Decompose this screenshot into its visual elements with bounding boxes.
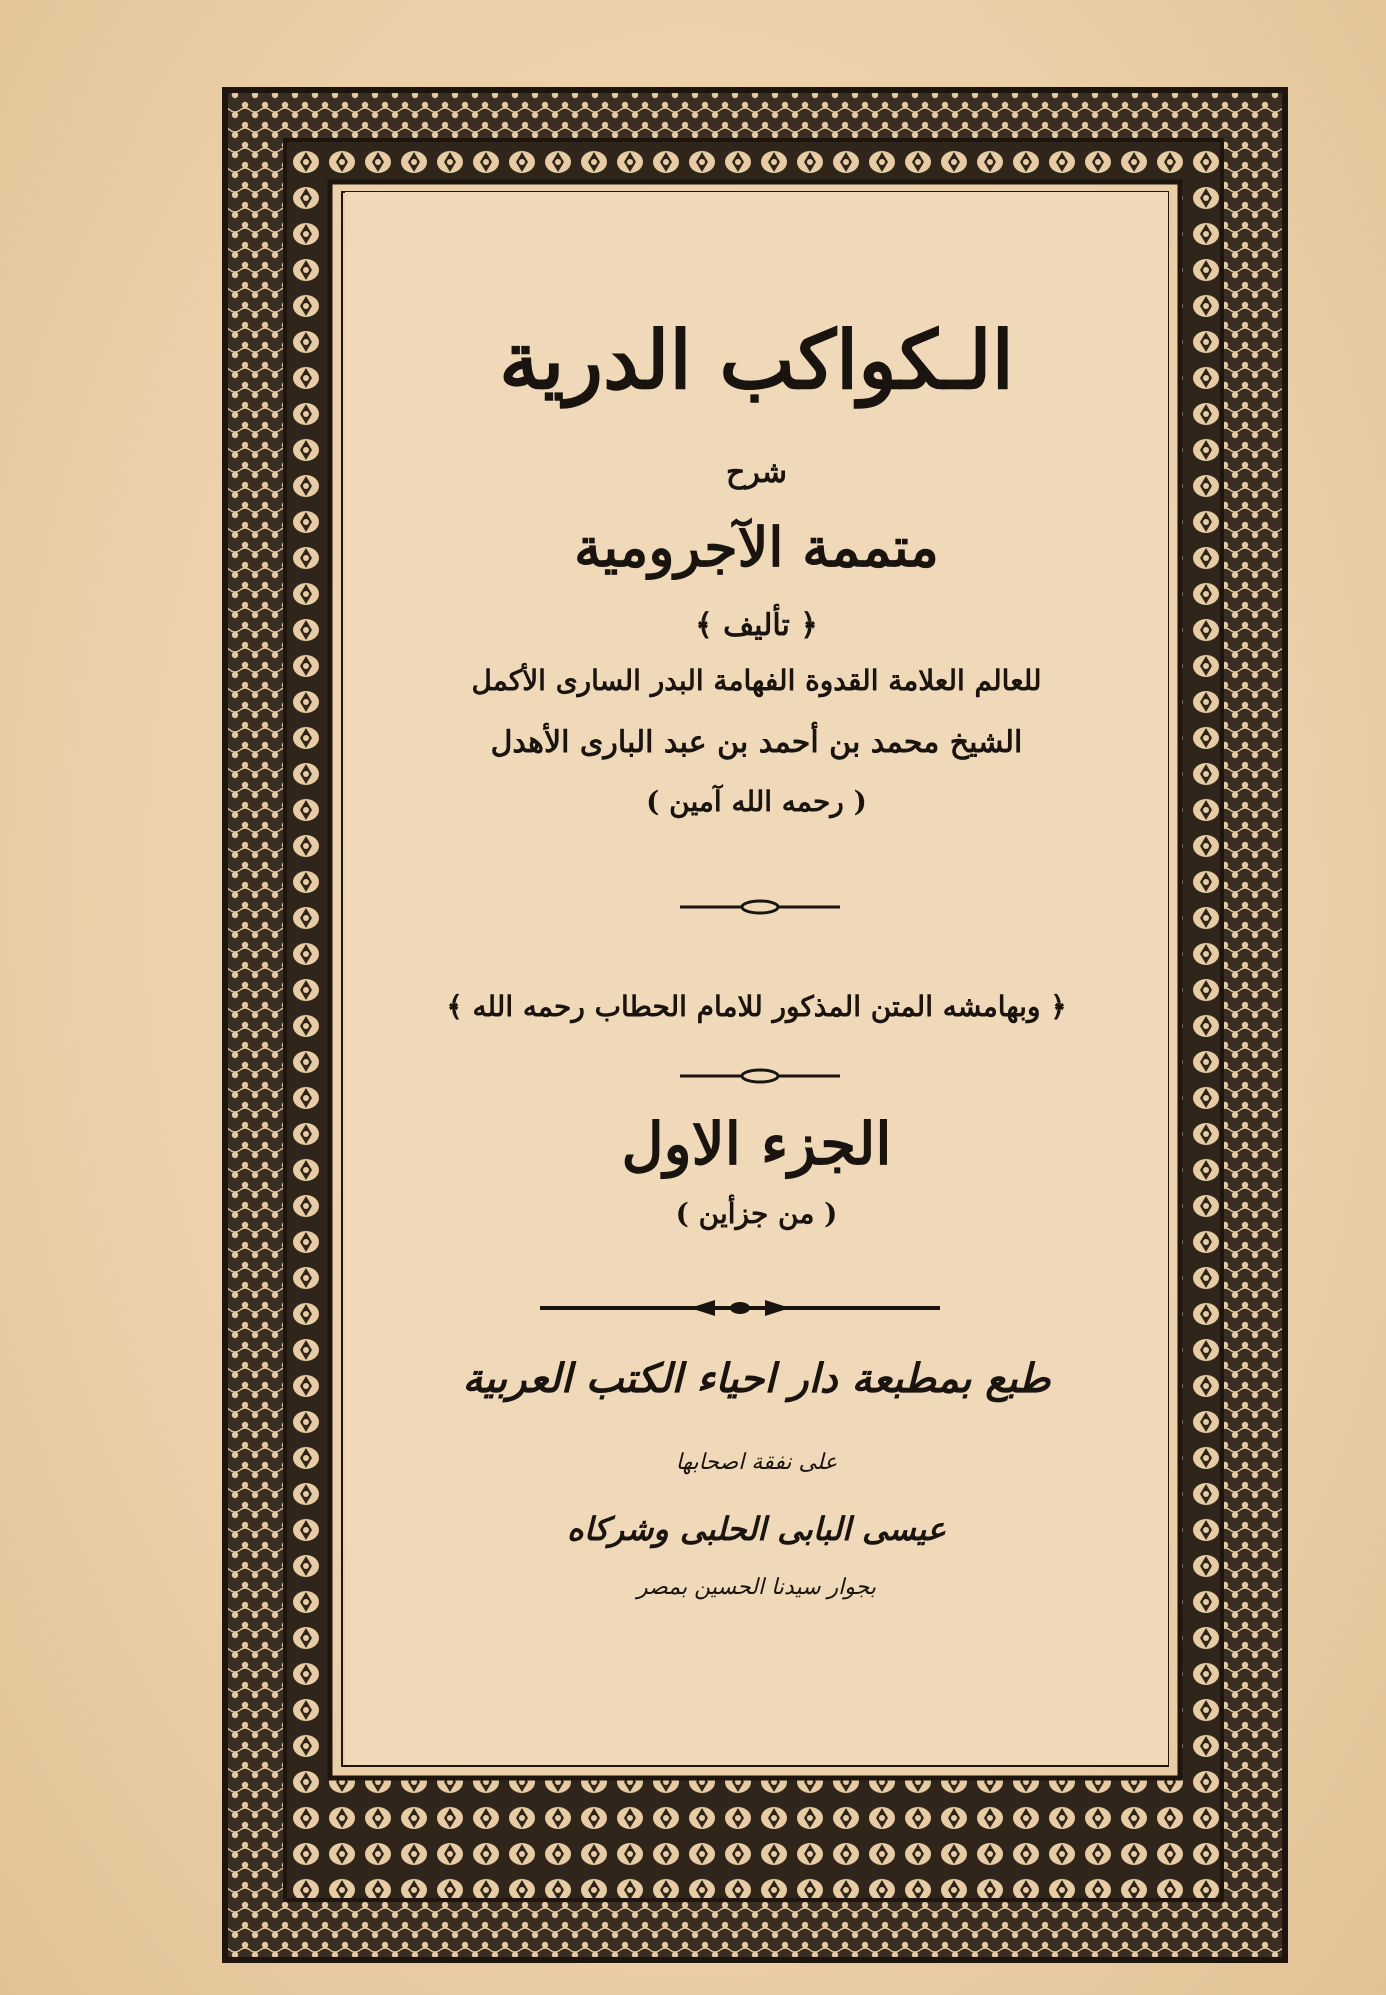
arrow-rule-icon (540, 1296, 940, 1320)
flourish-divider-icon (680, 895, 840, 919)
author-blessing: ( رحمه الله آمين ) (646, 785, 867, 818)
volume-count: ( من جزأين ) (675, 1197, 838, 1230)
author-name: الشيخ محمد بن أحمد بن عبد البارى الأهدل (490, 725, 1023, 760)
author-description: للعالم العلامة القدوة الفهامة البدر السارى الأكمل (471, 664, 1042, 697)
margin-text-note: ﴿ وبهامشه المتن المذكور للامام الحطاب رحمه الله ﴾ (446, 990, 1067, 1023)
authorship-label: ﴿ تأليف ﴾ (695, 608, 818, 643)
book-subtitle: متممة الآجرومية (574, 515, 939, 579)
printing-press: طبع بمطبعة دار احياء الكتب العربية (462, 1355, 1051, 1402)
publisher-address: بجوار سيدنا الحسين بمصر (637, 1575, 876, 1600)
printing-expense-note: على نفقة اصحابها (675, 1450, 838, 1475)
book-title: الـكواكب الدرية (499, 313, 1014, 407)
publisher-name: عيسى البابى الحلبى وشركاه (567, 1510, 946, 1548)
flourish-divider-icon (680, 1064, 840, 1088)
volume-number: الجزء الاول (621, 1110, 892, 1178)
commentary-label: شرح (725, 455, 788, 490)
